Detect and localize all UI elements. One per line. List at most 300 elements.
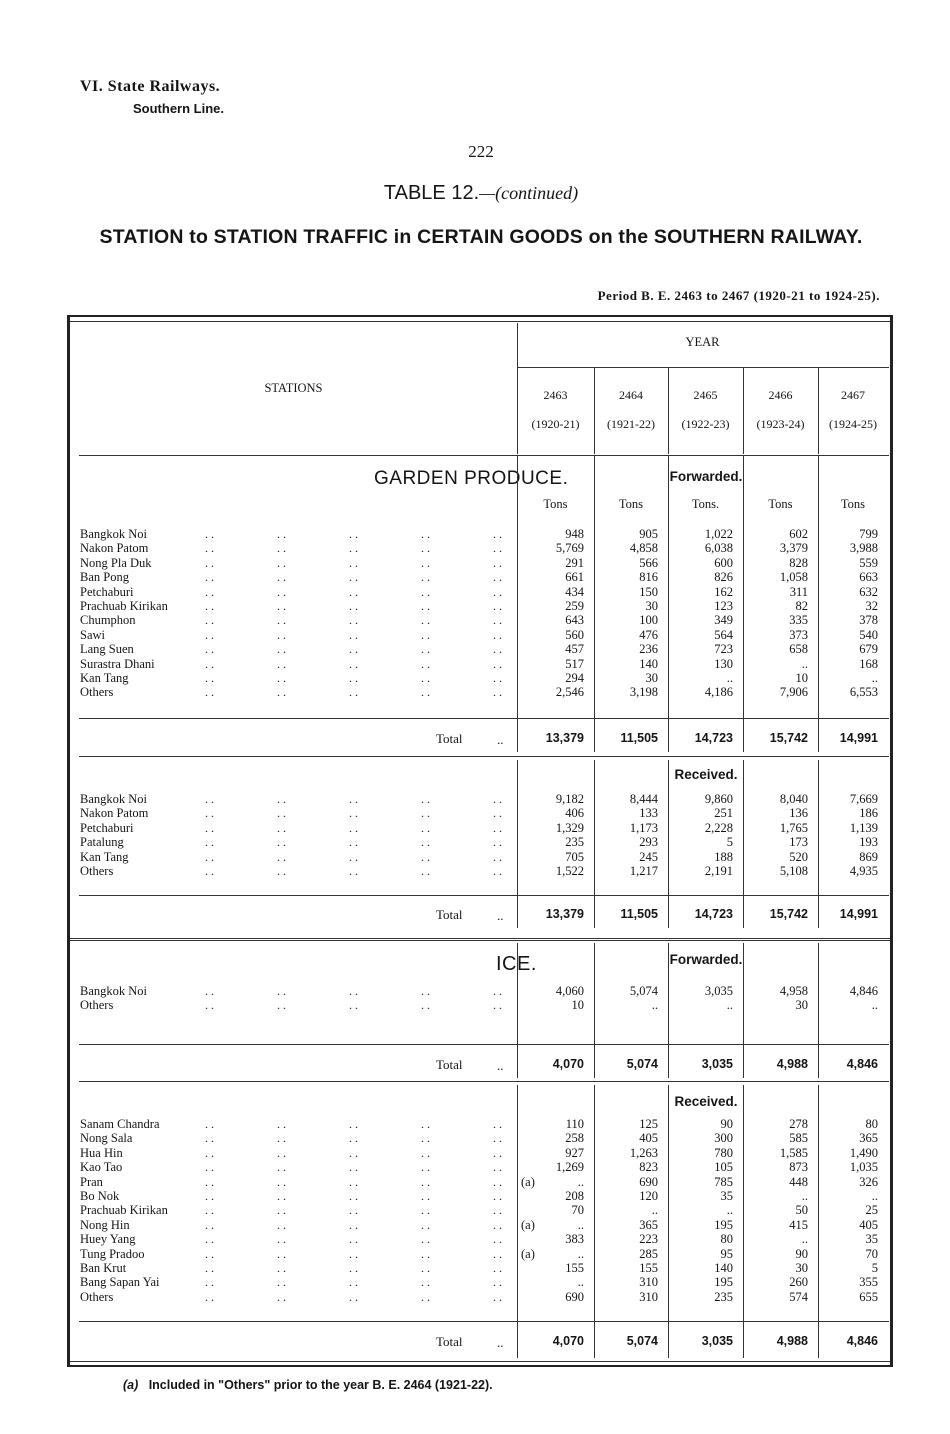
leader-dot-group: . .: [493, 599, 502, 613]
cell-value: 1,329: [555, 820, 584, 835]
year-be-label: 2464: [619, 388, 643, 402]
cell-value: ..: [726, 998, 733, 1013]
table-title: [0, 182, 950, 205]
leader-dot-group: . .: [493, 555, 502, 570]
total-dots: ..: [497, 1058, 504, 1073]
leader-dot-group: . .: [205, 685, 214, 700]
unit-label: Tons: [543, 497, 568, 511]
leader-dots: [205, 527, 515, 541]
cell-value: 208: [565, 1189, 584, 1203]
cell-value: 95: [720, 1246, 733, 1261]
cell-value: 235: [714, 1289, 733, 1304]
cell-value: 6,553: [849, 685, 878, 700]
leader-dot-group: . .: [493, 1117, 502, 1131]
station-name: Others: [80, 864, 114, 878]
cell-value: 30: [645, 599, 658, 613]
cell-value: 35: [720, 1189, 733, 1203]
cell-value: ..: [801, 1189, 808, 1203]
leader-dot-group: . .: [349, 864, 358, 878]
station-name: Kan Tang: [80, 671, 129, 685]
leader-dot-group: . .: [421, 835, 430, 850]
cell-value: ..: [651, 998, 658, 1013]
section-separator-rule: [70, 940, 890, 941]
leader-dot-group: . .: [421, 849, 430, 864]
leader-dot-group: . .: [277, 685, 286, 700]
leader-dot-group: . .: [277, 820, 286, 835]
unit-label: Tons: [618, 497, 644, 511]
cell-value: 1,173: [629, 820, 658, 835]
total-value: 4,846: [846, 1334, 878, 1348]
garden-forwarded-total-rule: [79, 718, 889, 719]
total-value: 5,074: [626, 1057, 658, 1071]
cell-value: 663: [859, 570, 878, 585]
leader-dot-group: . .: [349, 835, 358, 850]
cell-value: 293: [639, 835, 658, 850]
leader-dot-group: . .: [205, 1246, 214, 1261]
cell-value: ..: [651, 1203, 658, 1218]
total-value: 15,742: [769, 907, 808, 921]
cell-value: 1,765: [779, 820, 808, 835]
leader-dot-group: . .: [421, 1117, 430, 1131]
cell-value: 4,935: [849, 864, 878, 878]
cell-value: 457: [565, 642, 584, 657]
cell-value: 168: [859, 656, 878, 671]
leader-dots: [205, 1117, 515, 1131]
cell-value: 406: [565, 806, 584, 821]
cell-value: 602: [789, 527, 808, 541]
station-name: Ban Krut: [80, 1261, 127, 1275]
cell-value: 1,035: [849, 1160, 878, 1175]
cell-value: 5: [871, 1261, 878, 1275]
station-name: Sanam Chandra: [80, 1117, 160, 1131]
station-name: Surastra Dhani: [80, 656, 155, 671]
leader-dot-group: . .: [277, 998, 286, 1013]
cell-value: 80: [865, 1117, 878, 1131]
cell-value: 162: [714, 584, 733, 599]
cell-value: 195: [714, 1217, 733, 1232]
total-value: 15,742: [769, 731, 808, 745]
cell-value: 9,182: [555, 792, 584, 806]
table-title-main: TABLE 12.: [383, 182, 480, 204]
station-name: Kan Tang: [80, 849, 129, 864]
cell-value: ..: [577, 1217, 584, 1232]
cell-value: 405: [639, 1131, 658, 1146]
leader-dots: [205, 657, 515, 671]
leader-dot-group: . .: [421, 599, 430, 613]
cell-value: 643: [565, 613, 584, 628]
cell-value: 1,269: [555, 1160, 584, 1175]
leader-dot-group: . .: [349, 1289, 358, 1304]
leader-dot-group: . .: [421, 998, 430, 1013]
cell-value: ..: [577, 1174, 584, 1189]
cell-value: 140: [714, 1261, 733, 1275]
leader-dot-group: . .: [493, 671, 502, 685]
cell-value: 873: [789, 1160, 808, 1175]
cell-value: ..: [801, 1232, 808, 1247]
station-name: Kao Tao: [80, 1160, 123, 1175]
cell-value: 1,585: [779, 1145, 808, 1160]
cell-value: 405: [859, 1217, 878, 1232]
leader-dot-group: . .: [349, 984, 358, 998]
leader-dots: [205, 1203, 515, 1217]
leader-dot-group: . .: [349, 570, 358, 585]
leader-dot-group: . .: [493, 527, 502, 541]
cell-value: 1,058: [779, 570, 808, 585]
cell-value: 82: [795, 599, 808, 613]
cell-value: 365: [639, 1217, 658, 1232]
leader-dot-group: . .: [205, 570, 214, 585]
leader-dot-group: . .: [421, 570, 430, 585]
cell-value: 236: [639, 642, 658, 657]
leader-dot-group: . .: [349, 1174, 358, 1189]
total-value: 14,723: [694, 907, 733, 921]
section-heading: VI. State Railways.: [80, 78, 221, 95]
leader-dot-group: . .: [277, 1289, 286, 1304]
leader-dot-group: . .: [493, 656, 502, 671]
leader-dot-group: . .: [349, 671, 358, 685]
leader-dot-group: . .: [205, 1217, 214, 1232]
station-name: Bangkok Noi: [80, 527, 148, 541]
leader-dot-group: . .: [493, 835, 502, 850]
leader-dot-group: . .: [277, 1145, 286, 1160]
cell-value: 1,022: [704, 527, 733, 541]
cell-value: 8,040: [779, 792, 808, 806]
year-column-rule: [594, 367, 595, 454]
leader-dot-group: . .: [421, 792, 430, 806]
total-value: 4,070: [552, 1057, 584, 1071]
total-value: 14,991: [839, 731, 878, 745]
cell-value: 120: [639, 1189, 658, 1203]
station-name: Nakon Patom: [80, 806, 149, 821]
cell-value: 690: [565, 1289, 584, 1304]
station-name: Petchaburi: [80, 584, 134, 599]
leader-dot-group: . .: [277, 1189, 286, 1203]
leader-dot-group: . .: [421, 671, 430, 685]
cell-value: 1,490: [849, 1145, 878, 1160]
total-value: 14,723: [694, 731, 733, 745]
cell-value: 905: [639, 527, 658, 541]
leader-dot-group: . .: [421, 656, 430, 671]
cell-value: 260: [789, 1275, 808, 1290]
cell-value: 110: [565, 1117, 584, 1131]
leader-dot-group: . .: [493, 685, 502, 700]
leader-dot-group: . .: [421, 1289, 430, 1304]
cell-value: 285: [639, 1246, 658, 1261]
leader-dot-group: . .: [349, 613, 358, 628]
leader-dot-group: . .: [349, 1145, 358, 1160]
leader-dots: [205, 570, 515, 584]
leader-dot-group: . .: [421, 1145, 430, 1160]
cell-value: 476: [639, 627, 658, 642]
leader-dot-group: . .: [277, 984, 286, 998]
year-ce-label: (1921-22): [607, 417, 655, 431]
cell-value: 448: [789, 1174, 808, 1189]
total-value: 4,988: [776, 1057, 808, 1071]
leader-dots: [205, 1189, 515, 1203]
footnote-marker: (a): [521, 1246, 535, 1261]
cell-value: 80: [720, 1232, 733, 1247]
leader-dot-group: . .: [349, 1160, 358, 1175]
cell-value: 140: [639, 656, 658, 671]
leader-dot-group: . .: [493, 998, 502, 1013]
leader-dot-group: . .: [349, 1232, 358, 1247]
leader-dot-group: . .: [205, 864, 214, 878]
leader-dot-group: . .: [349, 806, 358, 821]
leader-dot-group: . .: [277, 1275, 286, 1290]
leader-dots: [205, 541, 515, 555]
cell-value: ..: [726, 1203, 733, 1218]
cell-value: 6,038: [704, 541, 733, 556]
station-name: Others: [80, 1289, 114, 1304]
cell-value: 520: [789, 849, 808, 864]
total-dots: ..: [497, 908, 504, 923]
leader-dot-group: . .: [421, 1131, 430, 1146]
total-value: 5,074: [626, 1334, 658, 1348]
cell-value: 195: [714, 1275, 733, 1290]
cell-value: 927: [565, 1145, 584, 1160]
leader-dot-group: . .: [349, 1261, 358, 1275]
cell-value: 3,988: [849, 541, 878, 556]
leader-dot-group: . .: [349, 849, 358, 864]
leader-dot-group: . .: [205, 835, 214, 850]
leader-dots: [205, 1232, 515, 1246]
leader-dot-group: . .: [349, 627, 358, 642]
cell-value: 5,769: [555, 541, 584, 556]
cell-value: 434: [565, 584, 584, 599]
leader-dot-group: . .: [205, 1275, 214, 1290]
leader-dot-group: . .: [349, 656, 358, 671]
leader-dot-group: . .: [277, 849, 286, 864]
cell-value: 326: [859, 1174, 878, 1189]
cell-value: 105: [714, 1160, 733, 1175]
footnote: [123, 1378, 493, 1392]
leader-dot-group: . .: [493, 570, 502, 585]
unit-label: Tons.: [691, 497, 720, 511]
leader-dot-group: . .: [349, 998, 358, 1013]
cell-value: 310: [639, 1289, 658, 1304]
leader-dot-group: . .: [277, 671, 286, 685]
cell-value: 355: [859, 1275, 878, 1290]
garden-produce-title: GARDEN PRODUCE.: [374, 468, 569, 489]
total-value: 4,846: [846, 1057, 878, 1071]
cell-value: 4,958: [779, 984, 808, 998]
leader-dot-group: . .: [277, 1203, 286, 1218]
cell-value: 948: [565, 527, 584, 541]
cell-value: 1,139: [849, 820, 878, 835]
leader-dot-group: . .: [277, 1261, 286, 1275]
station-name: Nakon Patom: [80, 541, 149, 556]
cell-value: 540: [859, 627, 878, 642]
leader-dot-group: . .: [493, 820, 502, 835]
total-dots: ..: [497, 732, 504, 747]
cell-value: 125: [639, 1117, 658, 1131]
total-value: 13,379: [545, 907, 584, 921]
cell-value: 193: [859, 835, 878, 850]
total-value: 3,035: [701, 1057, 733, 1071]
cell-value: 2,546: [555, 685, 584, 700]
cell-value: 4,846: [849, 984, 878, 998]
cell-value: 310: [639, 1275, 658, 1290]
leader-dot-group: . .: [421, 1174, 430, 1189]
cell-value: 155: [639, 1261, 658, 1275]
leader-dot-group: . .: [421, 1203, 430, 1218]
leader-dot-group: . .: [277, 555, 286, 570]
garden-forwarded-label: Forwarded.: [669, 469, 743, 484]
cell-value: 785: [714, 1174, 733, 1189]
station-name: Huey Yang: [80, 1232, 136, 1247]
footnote-text: Included in "Others" prior to the year B. E. 2464 (1921-22).: [148, 1378, 493, 1392]
leader-dot-group: . .: [421, 1232, 430, 1247]
leader-dot-group: . .: [205, 984, 214, 998]
leader-dot-group: . .: [205, 1117, 214, 1131]
cell-value: 1,522: [555, 864, 584, 878]
leader-dot-group: . .: [349, 1246, 358, 1261]
line-heading: Southern Line.: [133, 101, 224, 116]
garden-forwarded-end-rule: [79, 756, 889, 757]
leader-dot-group: . .: [205, 1232, 214, 1247]
cell-value: 70: [571, 1203, 584, 1218]
leader-dot-group: . .: [493, 584, 502, 599]
cell-value: ..: [871, 671, 878, 685]
leader-dot-group: . .: [205, 656, 214, 671]
leader-dot-group: . .: [421, 1261, 430, 1275]
cell-value: ..: [726, 671, 733, 685]
cell-value: 130: [714, 656, 733, 671]
cell-value: 70: [865, 1246, 878, 1261]
leader-dot-group: . .: [493, 1289, 502, 1304]
total-label: Total: [436, 731, 463, 746]
leader-dots: [205, 671, 515, 685]
cell-value: 259: [565, 599, 584, 613]
leader-dot-group: . .: [205, 555, 214, 570]
cell-value: 560: [565, 627, 584, 642]
leader-dot-group: . .: [277, 584, 286, 599]
leader-dot-group: . .: [493, 984, 502, 998]
station-name: Nong Pla Duk: [80, 555, 152, 570]
station-name: Lang Suen: [80, 642, 134, 657]
cell-value: 4,186: [704, 685, 733, 700]
leader-dot-group: . .: [349, 1189, 358, 1203]
leader-dot-group: . .: [205, 1189, 214, 1203]
leader-dots: [205, 864, 515, 878]
leader-dot-group: . .: [205, 998, 214, 1013]
total-value: 14,991: [839, 907, 878, 921]
cell-value: 655: [859, 1289, 878, 1304]
leader-dots: [205, 1261, 515, 1275]
cell-value: 258: [565, 1131, 584, 1146]
leader-dot-group: . .: [421, 541, 430, 556]
station-name: Nong Sala: [80, 1131, 133, 1146]
header-bottom-rule: [79, 455, 889, 456]
total-label: Total: [436, 907, 463, 922]
cell-value: 869: [859, 849, 878, 864]
cell-value: 383: [565, 1232, 584, 1247]
leader-dot-group: . .: [421, 984, 430, 998]
cell-value: 373: [789, 627, 808, 642]
leader-dots: [205, 599, 515, 613]
leader-dot-group: . .: [493, 849, 502, 864]
station-name: Sawi: [80, 627, 105, 642]
station-name: Chumphon: [80, 613, 136, 628]
cell-value: 100: [639, 613, 658, 628]
cell-value: 823: [639, 1160, 658, 1175]
leader-dot-group: . .: [277, 806, 286, 821]
leader-dot-group: . .: [205, 642, 214, 657]
total-value: 4,070: [552, 1334, 584, 1348]
leader-dot-group: . .: [421, 1189, 430, 1203]
leader-dot-group: . .: [277, 864, 286, 878]
station-name: Tung Pradoo: [80, 1246, 145, 1261]
leader-dot-group: . .: [277, 835, 286, 850]
cell-value: 9,860: [704, 792, 733, 806]
year-ce-label: (1922-23): [681, 417, 730, 431]
cell-value: 5,074: [629, 984, 658, 998]
leader-dot-group: . .: [421, 806, 430, 821]
leader-dot-group: . .: [493, 613, 502, 628]
cell-value: 566: [639, 555, 658, 570]
leader-dot-group: . .: [205, 1174, 214, 1189]
station-name: Patalung: [80, 835, 124, 850]
leader-dot-group: . .: [421, 584, 430, 599]
leader-dot-group: . .: [277, 1217, 286, 1232]
cell-value: 133: [639, 806, 658, 821]
footnote-marker: (a): [521, 1174, 535, 1189]
leader-dot-group: . .: [277, 642, 286, 657]
leader-dot-group: . .: [493, 1232, 502, 1247]
leader-dot-group: . .: [421, 527, 430, 541]
frame-inner-bottom-rule: [70, 1361, 890, 1362]
cell-value: 559: [859, 555, 878, 570]
leader-dots: [205, 613, 515, 627]
leader-dot-group: . .: [205, 849, 214, 864]
station-name: Hua Hin: [80, 1145, 123, 1160]
leader-dot-group: . .: [205, 541, 214, 556]
cell-value: 8,444: [629, 792, 658, 806]
leader-dot-group: . .: [277, 792, 286, 806]
leader-dot-group: . .: [205, 1160, 214, 1175]
cell-value: 705: [565, 849, 584, 864]
period-label: Period B. E. 2463 to 2467 (1920-21 to 1924-25).: [597, 288, 880, 303]
cell-value: 30: [795, 1261, 808, 1275]
leader-dot-group: . .: [205, 599, 214, 613]
leader-dots: [205, 1290, 515, 1304]
total-value: 13,379: [545, 731, 584, 745]
table-subtitle: STATION to STATION TRAFFIC in CERTAIN GOODS on the SOUTHERN RAILWAY.: [99, 226, 863, 248]
leader-dot-group: . .: [493, 1217, 502, 1232]
cell-value: 1,263: [629, 1145, 658, 1160]
cell-value: ..: [577, 1275, 584, 1290]
station-name: Nong Hin: [80, 1217, 130, 1232]
leader-dot-group: . .: [277, 1117, 286, 1131]
station-name: Bangkok Noi: [80, 984, 148, 998]
cell-value: 600: [714, 555, 733, 570]
total-label: Total: [436, 1057, 463, 1072]
leader-dot-group: . .: [421, 555, 430, 570]
leader-dots: [205, 850, 515, 864]
total-value: 11,505: [620, 731, 658, 745]
leader-dot-group: . .: [277, 570, 286, 585]
cell-value: 10: [571, 998, 584, 1013]
station-name: Ban Pong: [80, 570, 129, 585]
cell-value: ..: [801, 656, 808, 671]
cell-value: 661: [565, 570, 584, 585]
station-name: Petchaburi: [80, 820, 134, 835]
footnote-marker: (a): [521, 1217, 535, 1232]
cell-value: 136: [789, 806, 808, 821]
leader-dot-group: . .: [277, 599, 286, 613]
stations-label: STATIONS: [264, 381, 323, 395]
leader-dots: [205, 556, 515, 570]
